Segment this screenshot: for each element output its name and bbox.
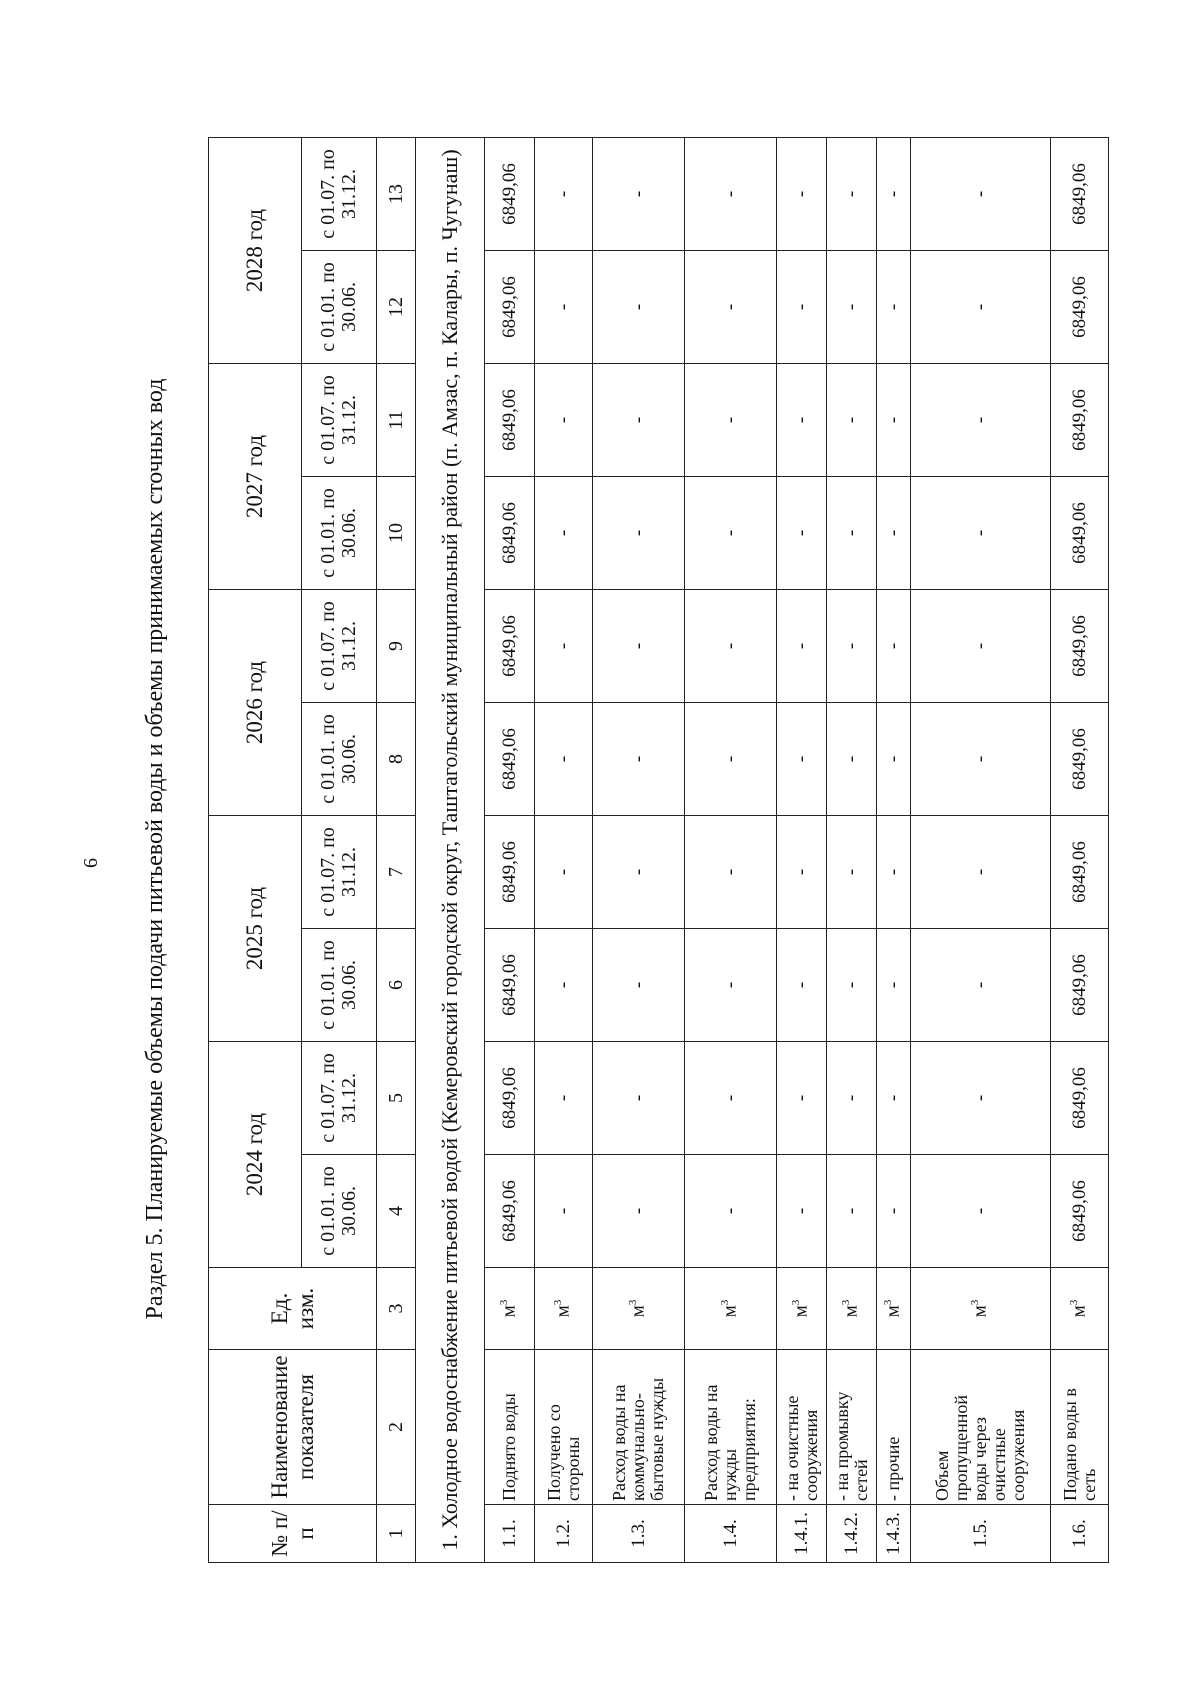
table-row — [1051, 138, 1109, 1563]
row-unit — [485, 1268, 535, 1350]
value-cell: - — [877, 477, 911, 590]
value-cell: - — [535, 703, 593, 816]
row-name: - на очистные сооружения — [777, 1350, 827, 1505]
row-name: Получено со стороны — [535, 1350, 593, 1505]
header-year: 2028 год — [209, 138, 302, 364]
value-cell: - — [777, 138, 827, 251]
row-name: Поднято воды — [485, 1350, 535, 1505]
unit-exponent: 3 — [790, 1299, 803, 1306]
table-row — [485, 138, 535, 1563]
column-number: 6 — [377, 929, 416, 1042]
value-cell: - — [877, 816, 911, 929]
value-cell: - — [911, 816, 1051, 929]
column-number: 9 — [377, 590, 416, 703]
row-number: 1.4. — [685, 1505, 777, 1563]
header-num: № п/п — [209, 1505, 377, 1563]
header-year: 2025 год — [209, 816, 302, 1042]
unit-exponent: 3 — [969, 1299, 982, 1306]
value-cell: - — [911, 477, 1051, 590]
value-cell: - — [685, 138, 777, 251]
header-period: с 01.01. по 30.06. — [302, 477, 377, 590]
column-number: 12 — [377, 251, 416, 364]
table-row — [827, 138, 877, 1563]
value-cell: - — [535, 477, 593, 590]
row-unit — [877, 1268, 911, 1350]
value-cell: - — [685, 1042, 777, 1155]
row-name: Объем пропущенной воды через очистные сооружения — [911, 1350, 1051, 1505]
value-cell: - — [777, 251, 827, 364]
value-cell: 6849,06 — [1051, 590, 1109, 703]
value-cell: - — [535, 1042, 593, 1155]
value-cell: 6849,06 — [485, 477, 535, 590]
value-cell: - — [593, 590, 685, 703]
value-cell: - — [593, 251, 685, 364]
row-number: 1.5. — [911, 1505, 1051, 1563]
header-period: с 01.07. по 31.12. — [302, 590, 377, 703]
unit-exponent: 3 — [1068, 1299, 1081, 1306]
header-period: с 01.01. по 30.06. — [302, 929, 377, 1042]
value-cell: - — [827, 364, 877, 477]
value-cell: 6849,06 — [485, 703, 535, 816]
value-cell: - — [777, 929, 827, 1042]
value-cell: - — [911, 703, 1051, 816]
unit-base: м — [498, 1305, 520, 1318]
unit-base: м — [552, 1305, 574, 1318]
value-cell: - — [911, 590, 1051, 703]
row-unit — [827, 1268, 877, 1350]
column-number: 8 — [377, 703, 416, 816]
value-cell: - — [777, 590, 827, 703]
value-cell: - — [535, 816, 593, 929]
row-unit — [685, 1268, 777, 1350]
value-cell: - — [535, 138, 593, 251]
column-number: 4 — [377, 1155, 416, 1268]
column-number: 1 — [377, 1505, 416, 1563]
row-name: Расход воды на коммунально-бытовые нужды — [593, 1350, 685, 1505]
value-cell: - — [827, 929, 877, 1042]
value-cell: - — [685, 929, 777, 1042]
value-cell: - — [685, 1155, 777, 1268]
column-number: 5 — [377, 1042, 416, 1155]
value-cell: 6849,06 — [1051, 1042, 1109, 1155]
row-number: 1.3. — [593, 1505, 685, 1563]
value-cell: - — [911, 251, 1051, 364]
value-cell: 6849,06 — [1051, 477, 1109, 590]
value-cell: - — [827, 1155, 877, 1268]
row-number: 1.1. — [485, 1505, 535, 1563]
header-period: с 01.01. по 30.06. — [302, 703, 377, 816]
value-cell: - — [535, 364, 593, 477]
volumes-table — [208, 137, 1109, 1563]
value-cell: - — [877, 1042, 911, 1155]
row-name: - на промывку сетей — [827, 1350, 877, 1505]
row-number: 1.4.2. — [827, 1505, 877, 1563]
column-number: 2 — [377, 1350, 416, 1505]
value-cell: - — [827, 590, 877, 703]
value-cell: - — [593, 138, 685, 251]
value-cell: - — [593, 816, 685, 929]
table-row — [877, 138, 911, 1563]
header-period: с 01.07. по 31.12. — [302, 816, 377, 929]
value-cell: - — [877, 590, 911, 703]
value-cell: - — [877, 251, 911, 364]
value-cell: - — [827, 703, 877, 816]
row-number: 1.6. — [1051, 1505, 1109, 1563]
row-unit — [593, 1268, 685, 1350]
value-cell: - — [777, 1155, 827, 1268]
row-number: 1.4.3. — [877, 1505, 911, 1563]
value-cell: - — [911, 1155, 1051, 1268]
value-cell: - — [685, 816, 777, 929]
row-name: Расход воды на нужды предприятия: — [685, 1350, 777, 1505]
table-row — [535, 138, 593, 1563]
value-cell: - — [685, 364, 777, 477]
header-year: 2024 год — [209, 1042, 302, 1268]
header-year: 2027 год — [209, 364, 302, 590]
table-row — [777, 138, 827, 1563]
page-number: 6 — [80, 858, 102, 868]
value-cell: 6849,06 — [485, 251, 535, 364]
header-unit: Ед. изм. — [209, 1268, 377, 1350]
value-cell: - — [685, 251, 777, 364]
table-row — [593, 138, 685, 1563]
value-cell: - — [877, 138, 911, 251]
value-cell: - — [593, 477, 685, 590]
unit-exponent: 3 — [719, 1299, 732, 1306]
value-cell: 6849,06 — [1051, 138, 1109, 251]
row-unit — [1051, 1268, 1109, 1350]
header-period: с 01.01. по 30.06. — [302, 1155, 377, 1268]
value-cell: - — [535, 1155, 593, 1268]
row-unit — [777, 1268, 827, 1350]
column-number: 13 — [377, 138, 416, 251]
column-number: 7 — [377, 816, 416, 929]
value-cell: - — [777, 816, 827, 929]
value-cell: - — [593, 929, 685, 1042]
row-name: Подано воды в сеть — [1051, 1350, 1109, 1505]
header-name: Наименование показателя — [209, 1350, 377, 1505]
header-period: с 01.07. по 31.12. — [302, 1042, 377, 1155]
value-cell: - — [535, 929, 593, 1042]
value-cell: - — [877, 1155, 911, 1268]
value-cell: 6849,06 — [485, 590, 535, 703]
table-row — [685, 138, 777, 1563]
value-cell: - — [827, 477, 877, 590]
value-cell: 6849,06 — [1051, 251, 1109, 364]
value-cell: 6849,06 — [1051, 364, 1109, 477]
unit-base: м — [882, 1305, 904, 1318]
value-cell: - — [777, 477, 827, 590]
unit-exponent: 3 — [552, 1299, 565, 1306]
value-cell: - — [593, 1155, 685, 1268]
value-cell: - — [827, 251, 877, 364]
value-cell: - — [911, 929, 1051, 1042]
page-title: Раздел 5. Планируемые объемы подачи питьевой воды и объемы принимаемых сточных вод — [142, 378, 168, 1320]
row-number: 1.2. — [535, 1505, 593, 1563]
value-cell: - — [911, 138, 1051, 251]
column-number: 10 — [377, 477, 416, 590]
value-cell: 6849,06 — [1051, 1155, 1109, 1268]
value-cell: - — [593, 703, 685, 816]
value-cell: - — [593, 364, 685, 477]
unit-exponent: 3 — [840, 1299, 853, 1306]
value-cell: 6849,06 — [485, 929, 535, 1042]
value-cell: - — [827, 138, 877, 251]
value-cell: - — [777, 1042, 827, 1155]
value-cell: 6849,06 — [1051, 703, 1109, 816]
value-cell: - — [911, 364, 1051, 477]
value-cell: - — [777, 364, 827, 477]
value-cell: - — [535, 590, 593, 703]
header-period: с 01.07. по 31.12. — [302, 364, 377, 477]
value-cell: 6849,06 — [1051, 929, 1109, 1042]
row-unit — [911, 1268, 1051, 1350]
row-name: - прочие — [877, 1350, 911, 1505]
value-cell: - — [827, 1042, 877, 1155]
unit-base: м — [969, 1305, 991, 1318]
value-cell: - — [535, 251, 593, 364]
value-cell: - — [685, 590, 777, 703]
value-cell: 6849,06 — [1051, 816, 1109, 929]
unit-base: м — [627, 1305, 649, 1318]
header-period: с 01.07. по 31.12. — [302, 138, 377, 251]
unit-base: м — [1068, 1305, 1090, 1318]
value-cell: 6849,06 — [485, 364, 535, 477]
value-cell: - — [877, 929, 911, 1042]
table-row — [911, 138, 1051, 1563]
column-number: 3 — [377, 1268, 416, 1350]
unit-exponent: 3 — [498, 1299, 511, 1306]
row-unit — [535, 1268, 593, 1350]
value-cell: - — [827, 816, 877, 929]
row-number: 1.4.1. — [777, 1505, 827, 1563]
header-year: 2026 год — [209, 590, 302, 816]
header-period: с 01.01. по 30.06. — [302, 251, 377, 364]
value-cell: - — [685, 703, 777, 816]
value-cell: - — [593, 1042, 685, 1155]
unit-base: м — [790, 1305, 812, 1318]
value-cell: - — [685, 477, 777, 590]
value-cell: 6849,06 — [485, 816, 535, 929]
unit-base: м — [840, 1305, 862, 1318]
unit-base: м — [719, 1305, 741, 1318]
value-cell: - — [911, 1042, 1051, 1155]
column-number: 11 — [377, 364, 416, 477]
value-cell: - — [877, 703, 911, 816]
value-cell: - — [777, 703, 827, 816]
unit-exponent: 3 — [627, 1299, 640, 1306]
unit-exponent: 3 — [882, 1299, 895, 1306]
section-heading: 1. Холодное водоснабжение питьевой водой (Кемеровский городской округ, Таштагольский муниципальный район (п. Амзас, п. Калары, п. Чугунаш) — [416, 138, 485, 1563]
value-cell: 6849,06 — [485, 1155, 535, 1268]
value-cell: 6849,06 — [485, 1042, 535, 1155]
value-cell: 6849,06 — [485, 138, 535, 251]
value-cell: - — [877, 364, 911, 477]
